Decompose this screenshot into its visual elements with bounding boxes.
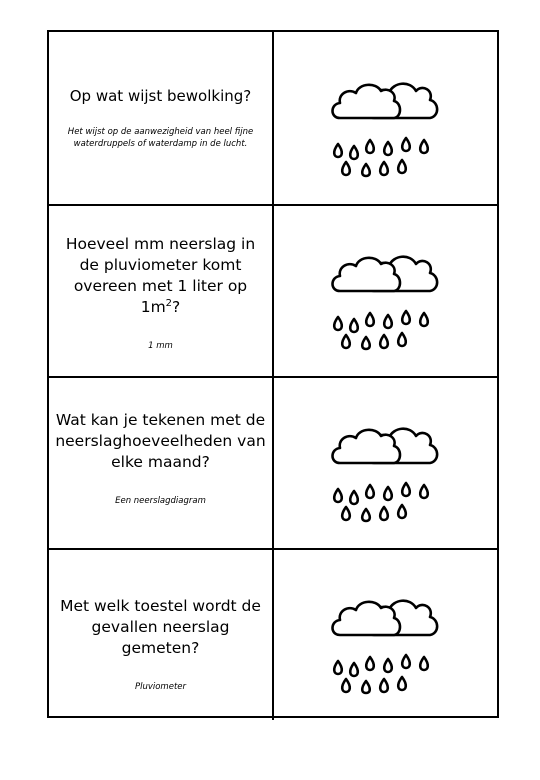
question-text: Op wat wijst bewolking? <box>69 87 252 105</box>
image-cell <box>274 206 497 376</box>
image-cell <box>274 32 497 204</box>
rain-cloud-icon <box>326 575 446 695</box>
question-main: Hoeveel mm neerslag in de pluviometer komt overeen met 1 liter op 1m <box>65 235 256 316</box>
question-cell <box>49 32 274 204</box>
rain-cloud-icon <box>326 58 446 178</box>
card-grid <box>47 30 499 718</box>
question-end: ? <box>172 298 181 316</box>
image-cell <box>274 550 497 720</box>
rain-cloud-icon <box>326 231 446 351</box>
card-row-3 <box>49 376 497 548</box>
card-row-1 <box>49 32 497 204</box>
question-text: Met welk toestel wordt de gevallen neerslag gemeten? <box>60 597 261 657</box>
question-text: Wat kan je tekenen met de neerslaghoeveelheden van elke maand? <box>55 411 266 471</box>
answer-text: Pluviometer <box>134 682 187 692</box>
answer-text: Een neerslagdiagram <box>115 496 206 506</box>
card-row-2 <box>49 204 497 376</box>
question-cell <box>49 206 274 376</box>
question-superscript: 2 <box>165 297 173 309</box>
question-cell <box>49 550 274 720</box>
card-row-4 <box>49 548 497 720</box>
rain-cloud-icon <box>326 403 446 523</box>
answer-text: 1 mm <box>148 341 173 351</box>
answer-text: Het wijst op de aanwezigheid van heel fijne waterdruppels of waterdamp in de lucht. <box>67 127 254 149</box>
image-cell <box>274 378 497 548</box>
question-text <box>55 234 266 318</box>
question-cell <box>49 378 274 548</box>
